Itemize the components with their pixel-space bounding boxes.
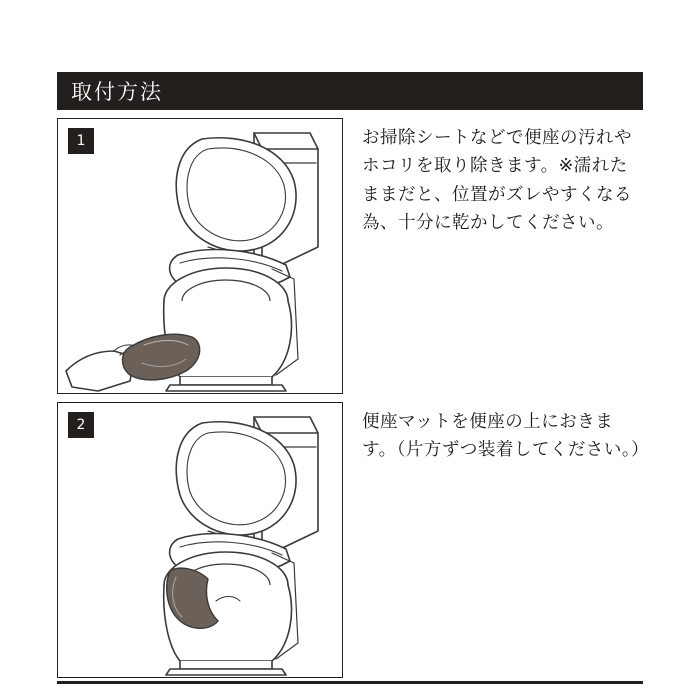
section-header-bar bbox=[57, 72, 643, 110]
step-1-text: お掃除シートなどで便座の汚れやホコリを取り除きます。※濡れたままだと、位置がズレやすくなる為、十分に乾かしてください。 bbox=[362, 128, 632, 234]
toilet-mat-placement-illustration bbox=[58, 403, 342, 677]
toilet-wiping-illustration bbox=[58, 119, 342, 393]
bottom-divider bbox=[57, 681, 643, 684]
page-title: 取付方法 bbox=[71, 80, 163, 104]
step-2-text: 便座マットを便座の上におきます。（片方ずつ装着してください。） bbox=[362, 412, 650, 461]
step-2-figure bbox=[57, 402, 343, 678]
step-1-figure bbox=[57, 118, 343, 394]
step-1-number-badge: 1 bbox=[68, 128, 94, 154]
step-2-number-badge: 2 bbox=[68, 412, 94, 438]
